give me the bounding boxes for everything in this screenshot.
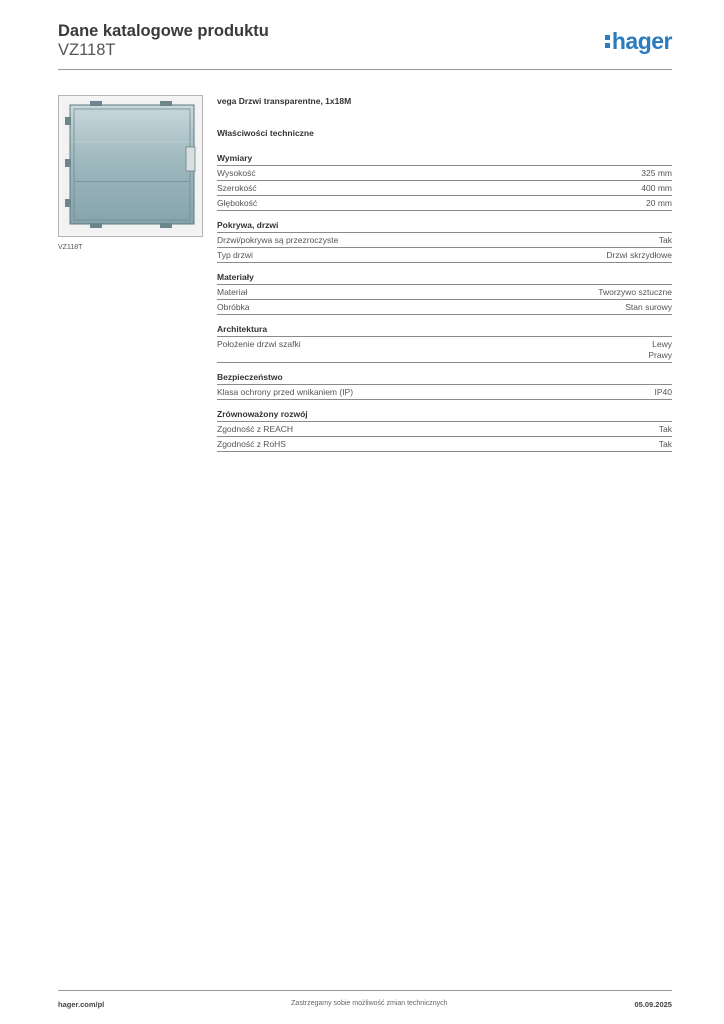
row-value: Tak — [658, 439, 672, 449]
table-row — [217, 196, 672, 211]
table-row — [217, 233, 672, 248]
product-details — [217, 96, 672, 461]
page-header — [58, 22, 672, 70]
row-value: 20 mm — [646, 198, 672, 208]
row-label: Klasa ochrony przed wnikaniem (IP) — [217, 387, 354, 397]
row-value-line: Prawy — [648, 350, 672, 360]
group-title: Wymiary — [217, 153, 672, 166]
group-sustainability — [217, 409, 672, 452]
table-row — [217, 181, 672, 196]
row-label: Zgodność z REACH — [217, 424, 294, 434]
footer-url-link[interactable]: hager.com/pl — [58, 1000, 105, 1009]
page-footer — [58, 990, 672, 1009]
logo-text: hager — [611, 28, 672, 54]
row-value: Stan surowy — [625, 302, 672, 312]
group-cover-doors — [217, 220, 672, 263]
group-title: Pokrywa, drzwi — [217, 220, 672, 233]
row-value: Tak — [658, 424, 672, 434]
row-label: Materiał — [217, 287, 248, 297]
group-title: Materiały — [217, 272, 672, 285]
group-architecture — [217, 324, 672, 363]
table-row — [217, 166, 672, 181]
table-row — [217, 300, 672, 315]
row-label: Szerokość — [217, 183, 257, 193]
row-value-line: Lewy — [652, 339, 672, 349]
footer-date: 05.09.2025 — [634, 1000, 672, 1009]
group-dimensions — [217, 153, 672, 211]
product-title: vega Drzwi transparentne, 1x18M — [217, 96, 352, 106]
section-title: Właściwości techniczne — [217, 128, 314, 138]
row-label: Głębokość — [217, 198, 258, 208]
group-materials — [217, 272, 672, 315]
group-title: Bezpieczeństwo — [217, 372, 672, 385]
group-safety — [217, 372, 672, 400]
table-row — [217, 248, 672, 263]
group-title: Zrównoważony rozwój — [217, 409, 672, 422]
product-image — [58, 95, 203, 237]
table-row — [217, 385, 672, 400]
row-label: Obróbka — [217, 302, 250, 312]
document-title: Dane katalogowe produktu — [58, 22, 269, 40]
row-value: Drzwi skrzydłowe — [606, 250, 672, 260]
row-value: Tak — [658, 235, 672, 245]
row-label: Drzwi/pokrywa są przezroczyste — [217, 235, 339, 245]
image-caption: VZ118T — [58, 244, 83, 251]
row-label: Położenie drzwi szafki — [217, 339, 301, 349]
row-value — [648, 339, 672, 361]
footer-note: Zastrzegamy sobie możliwość zmian technicznych — [291, 1000, 448, 1007]
table-row — [217, 285, 672, 300]
row-value: IP40 — [654, 387, 672, 397]
group-title: Architektura — [217, 324, 672, 337]
row-value: 325 mm — [641, 168, 672, 178]
row-value: 400 mm — [641, 183, 672, 193]
hager-logo — [605, 28, 672, 55]
row-label: Wysokość — [217, 168, 256, 178]
product-code: VZ118T — [58, 41, 116, 59]
table-row — [217, 422, 672, 437]
table-row — [217, 337, 672, 363]
table-row — [217, 437, 672, 452]
logo-dots-icon — [605, 32, 611, 50]
transparent-door-illustration — [62, 99, 199, 233]
row-label: Zgodność z RoHS — [217, 439, 286, 449]
row-value: Tworzywo sztuczne — [598, 287, 672, 297]
row-label: Typ drzwi — [217, 250, 253, 260]
